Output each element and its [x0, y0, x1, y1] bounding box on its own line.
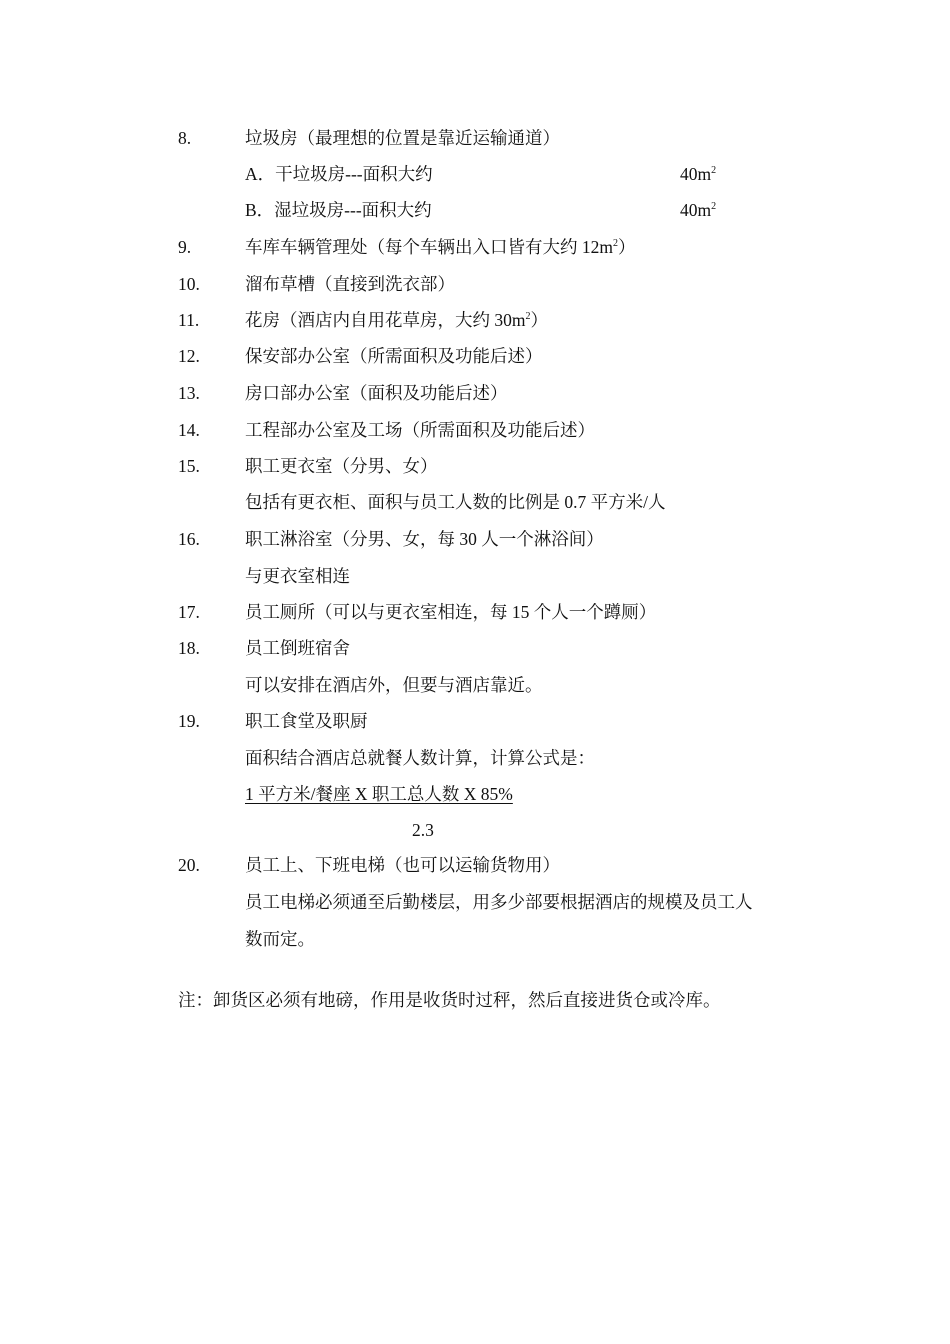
item-number: 11.: [178, 310, 200, 330]
footnote: 注：卸货区必须有地磅，作用是收货时过秤，然后直接进货仓或冷库。: [178, 990, 721, 1010]
item-number: 14.: [178, 420, 200, 440]
item-number: 9.: [178, 237, 192, 257]
item-text: 职工食堂及职厨: [245, 711, 368, 731]
item-subtext: 与更衣室相连: [245, 566, 350, 586]
item-text: 职工淋浴室（分男、女，每 30 人一个淋浴间）: [245, 529, 604, 549]
item-text: 花房（酒店内自用花草房，大约 $30m^2$）: [245, 310, 548, 330]
item-subtext: 员工电梯必须通至后勤楼层，用多少部要根据酒店的规模及员工人: [245, 892, 753, 912]
item-number: 10.: [178, 274, 200, 294]
item-text: 员工倒班宿舍: [245, 638, 350, 658]
item-text: 车库车辆管理处（每个车辆出入口皆有大约 $12m^2$）: [245, 237, 636, 257]
item-text: 工程部办公室及工场（所需面积及功能后述）: [245, 420, 595, 440]
item-number: 8.: [178, 128, 192, 148]
item-number: 16.: [178, 529, 200, 549]
item-text: 房口部办公室（面积及功能后述）: [245, 383, 508, 403]
item-text: 溜布草槽（直接到洗衣部）: [245, 274, 455, 294]
item-number: 17.: [178, 602, 200, 622]
trash-wet-label: B．湿垃圾房---面积大约: [245, 200, 432, 220]
trash-dry-label: A．干垃圾房---面积大约: [245, 164, 433, 184]
item-text: 员工上、下班电梯（也可以运输货物用）: [245, 855, 560, 875]
formula-numerator: 1 平方米/餐座 X 职工总人数 X 85%: [245, 784, 513, 804]
item-number: 15.: [178, 456, 200, 476]
item-number: 18.: [178, 638, 200, 658]
formula-denominator: 2.3: [412, 820, 434, 840]
item-text: 保安部办公室（所需面积及功能后述）: [245, 346, 543, 366]
item-text: 员工厕所（可以与更衣室相连，每 15 个人一个蹲厕）: [245, 602, 657, 622]
item-number: 20.: [178, 855, 200, 875]
item-subtext: 包括有更衣柜、面积与员工人数的比例是 0.7 平方米/人: [245, 492, 666, 512]
trash-wet-value: $40m^2$: [680, 200, 717, 220]
item-number: 12.: [178, 346, 200, 366]
item-text: 垃圾房（最理想的位置是靠近运输通道）: [245, 128, 560, 148]
item-number: 13.: [178, 383, 200, 403]
item-subtext: 面积结合酒店总就餐人数计算，计算公式是：: [245, 748, 595, 768]
item-number: 19.: [178, 711, 200, 731]
item-subtext: 数而定。: [245, 929, 315, 949]
item-subtext: 可以安排在酒店外，但要与酒店靠近。: [245, 675, 543, 695]
item-text: 职工更衣室（分男、女）: [245, 456, 438, 476]
trash-dry-value: $40m^2$: [680, 164, 717, 184]
